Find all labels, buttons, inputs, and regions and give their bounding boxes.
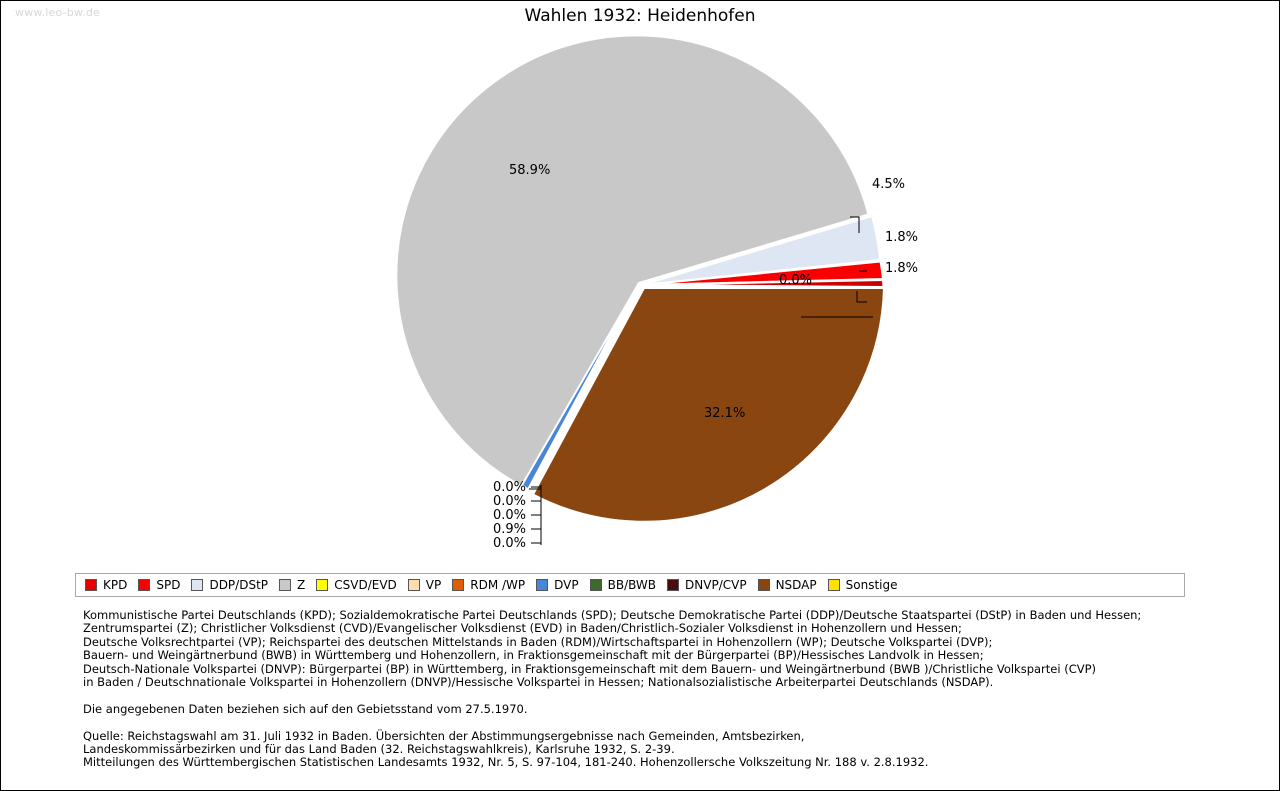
legend-item-kpd[interactable] <box>76 574 129 596</box>
legend-swatch-icon <box>316 579 328 591</box>
data-note: Die angegebenen Daten beziehen sich auf den Gebietsstand vom 27.5.1970. <box>83 701 528 716</box>
legend-swatch-icon <box>408 579 420 591</box>
party-note-line: Kommunistische Partei Deutschlands (KPD); Sozialdemokratische Partei Deutschlands (SPD); Deutsche Demokratische Partei (DDP)/Deutsche Staatspartei (DStP) in Baden und Hessen; <box>83 608 1142 622</box>
watermark: www.leo-bw.de <box>15 6 101 19</box>
slice-label-z: 58.9% <box>509 163 551 178</box>
slice-label-csvd: 0.0% <box>779 273 813 288</box>
legend-swatch-icon <box>828 579 840 591</box>
legend-swatch-icon <box>667 579 679 591</box>
legend-item-csvd[interactable] <box>307 574 399 596</box>
legend <box>75 573 1185 597</box>
party-note-line: Deutsche Volksrechtpartei (VP); Reichspartei des deutschen Mittelstands in Baden (RDM)/Wirtschaftspartei in Hohenzollern (WP); Deutsche Volkspartei (DVP); <box>83 634 993 649</box>
legend-swatch-icon <box>191 579 203 591</box>
legend-swatch-icon <box>590 579 602 591</box>
slice-label-left-4: 0.9% <box>492 522 526 537</box>
pie-svg <box>1 35 1280 565</box>
legend-item-z[interactable] <box>270 574 307 596</box>
legend-item-sonstige[interactable] <box>819 574 900 596</box>
spacer <box>83 716 1223 729</box>
slice-label-ddp: 4.5% <box>872 177 906 192</box>
legend-item-nsdap[interactable] <box>749 574 819 596</box>
source-line: Mitteilungen des Württembergischen Statistischen Landesamts 1932, Nr. 5, S. 97-104, 181-240. Hohenzollersche Volkszeitung Nr. 188 v. 2.8.1932. <box>83 755 929 770</box>
spacer <box>83 689 1223 702</box>
party-note-line: Deutsch-Nationale Volkspartei (DNVP): Bürgerpartei (BP) in Württemberg, in Fraktionsgemeinschaft mit dem Bauern- und Weingärtnerbund (BWB )/Christliche Volkspartei (CVP) <box>83 661 1097 676</box>
legend-swatch-icon <box>452 579 464 591</box>
legend-swatch-icon <box>758 579 770 591</box>
legend-label: RDM /WP <box>470 578 526 592</box>
party-note-line: Bauern- und Weingärtnerbund (BWB) in Württemberg und Hohenzollern, in Fraktionsgemeinschaft mit der Bürgerpartei (BP)/Hessisches Landvolk in Hessen; <box>83 648 984 663</box>
legend-item-dnvp[interactable] <box>658 574 749 596</box>
legend-swatch-icon <box>85 579 97 591</box>
legend-item-dvp[interactable] <box>527 574 580 596</box>
slice-label-nsdap: 32.1% <box>704 406 746 421</box>
legend-label: CSVD/EVD <box>334 578 397 592</box>
legend-label: DVP <box>554 578 579 592</box>
legend-item-spd[interactable] <box>129 574 182 596</box>
pie-chart <box>1 35 1280 565</box>
legend-item-rdm[interactable] <box>443 574 527 596</box>
legend-swatch-icon <box>536 579 548 591</box>
slice-label-left-1: 0.0% <box>492 480 526 495</box>
legend-label: Sonstige <box>845 578 898 592</box>
source-line: Landeskommissärbezirken und für das Land Baden (32. Reichstagswahlkreis), Karlsruhe 1932, S. 2-39. <box>83 742 675 757</box>
party-note-line: in Baden / Deutschnationale Volkspartei in Hohenzollern (DNVP)/Hessische Volkspartei in Hessen; Nationalsozialistische Arbeiterpartei Deutschlands (NSDAP). <box>83 675 994 690</box>
legend-swatch-icon <box>279 579 291 591</box>
party-note-line: Zentrumspartei (Z); Christlicher Volksdienst (CVD)/Evangelischer Volksdienst (EVD) in Baden/Christlich-Sozialer Volksdienst in Hohenzollern und Hessen; <box>83 621 962 636</box>
slice-label-spd: 1.8% <box>885 230 919 245</box>
page-title: Wahlen 1932: Heidenhofen <box>524 6 756 26</box>
slice-label-left-2: 0.0% <box>492 494 526 509</box>
legend-label: VP <box>425 578 442 592</box>
source-line: Quelle: Reichstagswahl am 31. Juli 1932 in Baden. Übersichten der Abstimmungsergebnisse nach Gemeinden, Amtsbezirken, <box>83 728 805 743</box>
legend-swatch-icon <box>138 579 150 591</box>
legend-label: DDP/DStP <box>209 578 269 592</box>
slice-label-left-5: 0.0% <box>492 536 526 551</box>
slice-label-kpd: 1.8% <box>885 261 919 276</box>
footnotes <box>83 609 1223 770</box>
legend-item-bbbwb[interactable] <box>581 574 658 596</box>
legend-label: SPD <box>156 578 181 592</box>
legend-label: BB/BWB <box>607 578 657 592</box>
slice-label-left-3: 0.0% <box>492 508 526 523</box>
legend-label: NSDAP <box>775 578 817 592</box>
legend-item-ddp[interactable] <box>182 574 270 596</box>
legend-item-vp[interactable] <box>399 574 443 596</box>
legend-label: KPD <box>103 578 128 592</box>
legend-label: DNVP/CVP <box>685 578 747 592</box>
legend-label: Z <box>297 578 306 592</box>
